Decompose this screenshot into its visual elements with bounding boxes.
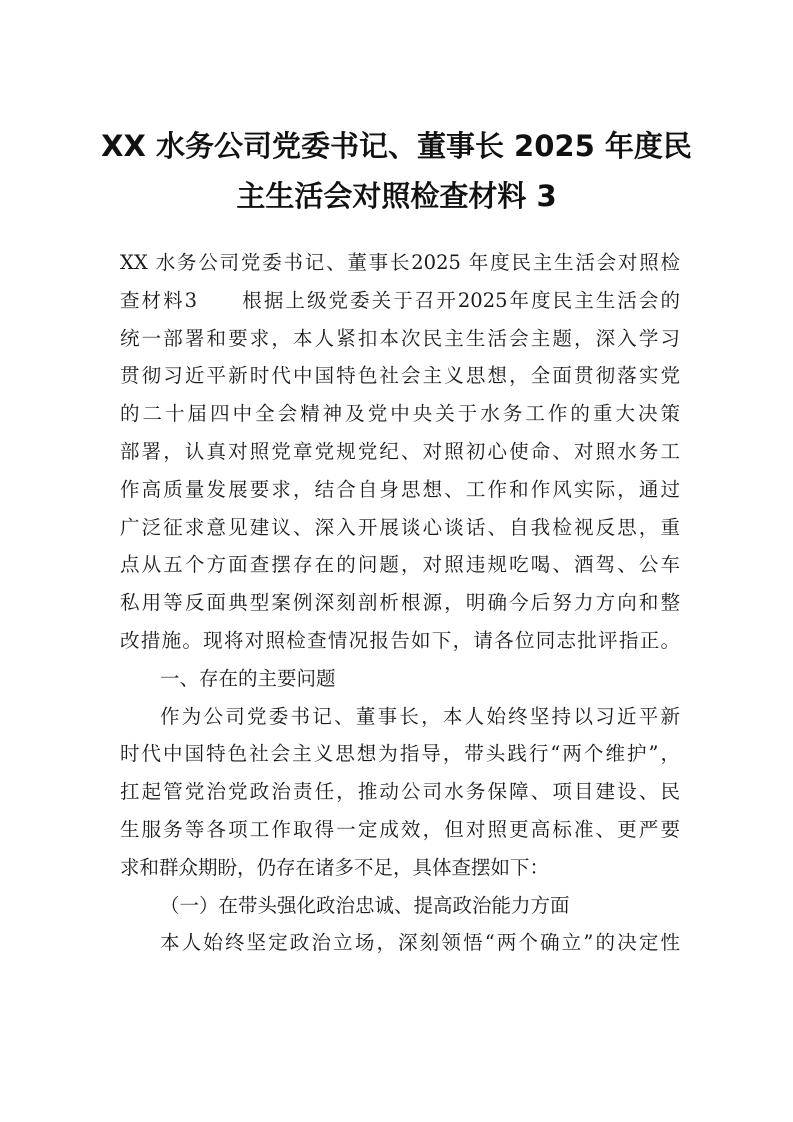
paragraph-1-line: 点从五个方面查摆存在的问题，对照违规吃喝、酒驾、公车 [120,553,680,577]
paragraph-2-line: 扛起管党治党政治责任，推动公司水务保障、项目建设、民 [120,780,680,804]
paragraph-1-line: 私用等反面典型案例深刻剖析根源，明确今后努力方向和整 [120,591,680,615]
paragraph-1-line: 广泛征求意见建议、深入开展谈心谈话、自我检视反思，重 [120,515,680,539]
document-body [120,244,680,962]
paragraph-3-line: 本人始终坚定政治立场，深刻领悟“两个确立”的决定性 [160,931,680,955]
section-heading: 一、存在的主要问题 [160,666,336,690]
paragraph-1-line: 改措施。现将对照检查情况报告如下，请各位同志批评指正。 [120,628,680,652]
paragraph-1-line: 查材料3 根据上级党委关于召开2025年度民主生活会的 [120,288,680,312]
paragraph-1-line: 贯彻习近平新时代中国特色社会主义思想，全面贯彻落实党 [120,364,680,388]
paragraph-1-line: XX 水务公司党委书记、董事长2025 年度民主生活会对照检 [120,251,680,274]
document-title-line-1: XX 水务公司党委书记、董事长 2025 年度民 [101,129,692,163]
paragraph-2-line: 作为公司党委书记、董事长，本人始终坚持以习近平新 [160,704,680,728]
paragraph-2-line: 求和群众期盼，仍存在诸多不足，具体查摆如下： [120,855,550,879]
subsection-heading: （一）在带头强化政治忠诚、提高政治能力方面 [160,893,570,917]
paragraph-1-line: 作高质量发展要求，结合自身思想、工作和作风实际，通过 [120,477,680,501]
paragraph-2-line: 时代中国特色社会主义思想为指导，带头践行“两个维护”， [120,742,680,766]
paragraph-2-line: 生服务等各项工作取得一定成效，但对照更高标准、更严要 [120,817,680,841]
document-title-line-2: 主生活会对照检查材料 3 [236,179,557,213]
paragraph-1-line: 统一部署和要求，本人紧扣本次民主生活会主题，深入学习 [120,326,680,350]
paragraph-1-line: 的二十届四中全会精神及党中央关于水务工作的重大决策 [120,402,680,426]
paragraph-1-line: 部署，认真对照党章党规党纪、对照初心使命、对照水务工 [120,439,680,463]
